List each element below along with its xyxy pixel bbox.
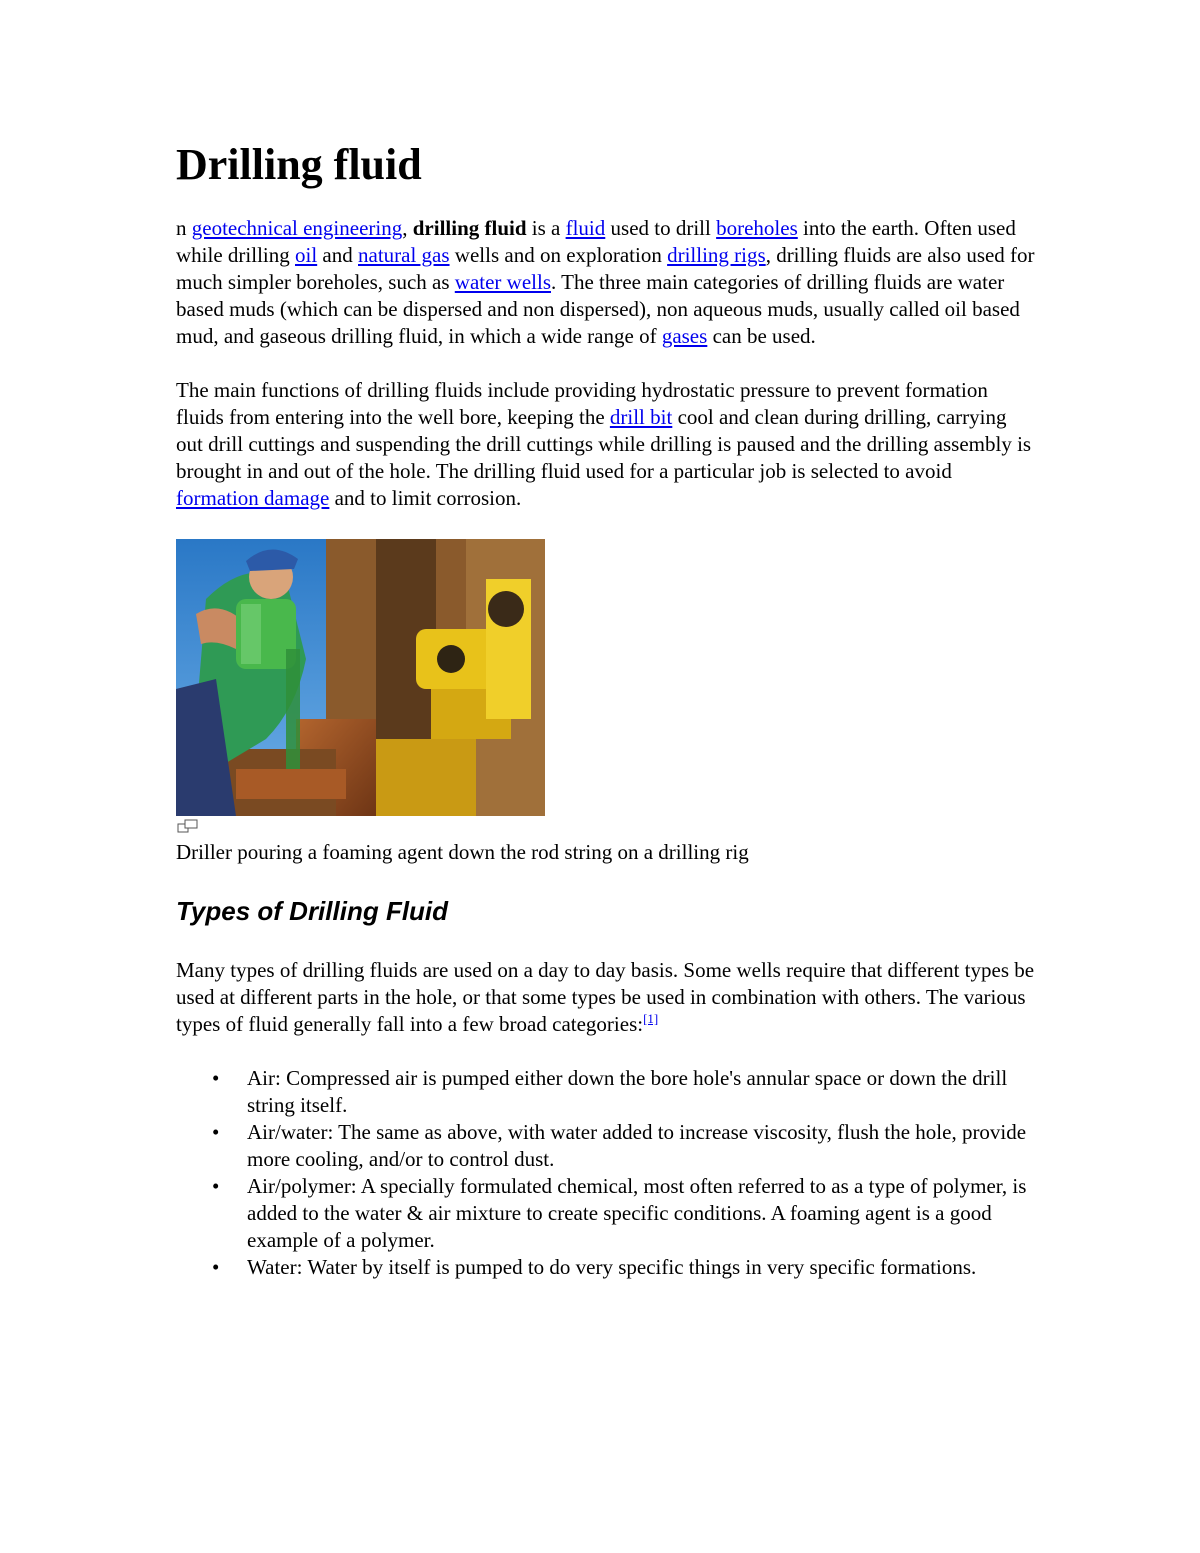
text-run: Many types of drilling fluids are used on a day to day basis. Some wells require that different types be used at different parts in the hole, or that some types be used in combination with others. The various types of fluid generally fall into a few broad categories: bbox=[176, 957, 1035, 1036]
text-run: The main functions of drilling fluids include providing hydrostatic pressure to prevent formation fluids from entering into the well bore, keeping the bbox=[176, 377, 988, 429]
types-intro-paragraph bbox=[176, 957, 1036, 1038]
driller-photo[interactable] bbox=[176, 539, 545, 816]
list-item bbox=[176, 1065, 1036, 1119]
text-run: can be used. bbox=[707, 323, 816, 348]
link-boreholes[interactable]: boreholes bbox=[716, 215, 798, 240]
link-geotechnical-engineering[interactable]: geotechnical engineering bbox=[191, 215, 403, 240]
list-item bbox=[176, 1173, 1036, 1254]
link-water-wells[interactable]: water wells bbox=[454, 269, 551, 294]
link-natural-gas[interactable]: natural gas bbox=[358, 242, 450, 267]
text-run: and to limit corrosion. bbox=[329, 485, 522, 510]
text-run: is a bbox=[526, 215, 566, 240]
text-run: cool and clean during drilling, carrying out drill cuttings and suspending the drill cuttings while drilling is paused and the drilling assembly is brought in and out of the hole. The drilling fluid used for a particular job is selected to avoid bbox=[176, 404, 1032, 483]
link-drilling-rigs[interactable]: drilling rigs bbox=[667, 242, 766, 267]
intro-paragraph bbox=[176, 215, 1036, 350]
list-item-text: Air/polymer: A specially formulated chemical, most often referred to as a type of polymer, is added to the water & air mixture to create specific conditions. A foaming agent is a good example of a polymer. bbox=[247, 1173, 1027, 1252]
link-fluid[interactable]: fluid bbox=[565, 215, 606, 240]
bullet-icon: • bbox=[212, 1254, 220, 1279]
document-body bbox=[176, 140, 1036, 1281]
link-oil[interactable]: oil bbox=[295, 242, 318, 267]
figure bbox=[176, 539, 1036, 866]
page-title: Drilling fluid bbox=[176, 140, 422, 189]
list-item bbox=[176, 1254, 1036, 1281]
text-run: and bbox=[317, 242, 358, 267]
section-heading-types: Types of Drilling Fluid bbox=[176, 895, 449, 926]
text-run: n bbox=[176, 215, 192, 240]
text-run: , drilling fluids are also used for much simpler boreholes, such as bbox=[176, 242, 1035, 294]
link-drill-bit[interactable]: drill bit bbox=[609, 404, 673, 429]
bullet-icon: • bbox=[212, 1173, 220, 1198]
types-list bbox=[176, 1065, 1036, 1281]
bullet-icon: • bbox=[212, 1119, 220, 1144]
list-item-text: Water: Water by itself is pumped to do very specific things in very specific formations. bbox=[247, 1254, 977, 1279]
link-formation-damage[interactable]: formation damage bbox=[176, 485, 330, 510]
list-item-text: Air/water: The same as above, with water added to increase viscosity, flush the hole, provide more cooling, and/or to control dust. bbox=[247, 1119, 1027, 1171]
functions-paragraph bbox=[176, 377, 1036, 512]
list-item-text: Air: Compressed air is pumped either down the bore hole's annular space or down the drill string itself. bbox=[247, 1065, 1008, 1117]
enlarge-icon[interactable] bbox=[177, 819, 199, 833]
link-gases[interactable]: gases bbox=[661, 323, 708, 348]
text-run: . The three main categories of drilling fluids are water based muds (which can be dispersed and non dispersed), non aqueous muds, usually called oil based mud, and gaseous drilling fluid, in which a wide range of bbox=[176, 269, 1020, 348]
bold-term: drilling fluid bbox=[412, 215, 527, 240]
bullet-icon: • bbox=[212, 1065, 220, 1090]
list-item bbox=[176, 1119, 1036, 1173]
reference-link[interactable]: [1] bbox=[643, 1010, 659, 1026]
text-run: wells and on exploration bbox=[449, 242, 668, 267]
text-run: , bbox=[402, 215, 413, 240]
figure-caption: Driller pouring a foaming agent down the rod string on a drilling rig bbox=[176, 839, 749, 864]
text-run: used to drill bbox=[605, 215, 717, 240]
text-run: into the earth. Often used while drilling bbox=[176, 215, 1016, 267]
